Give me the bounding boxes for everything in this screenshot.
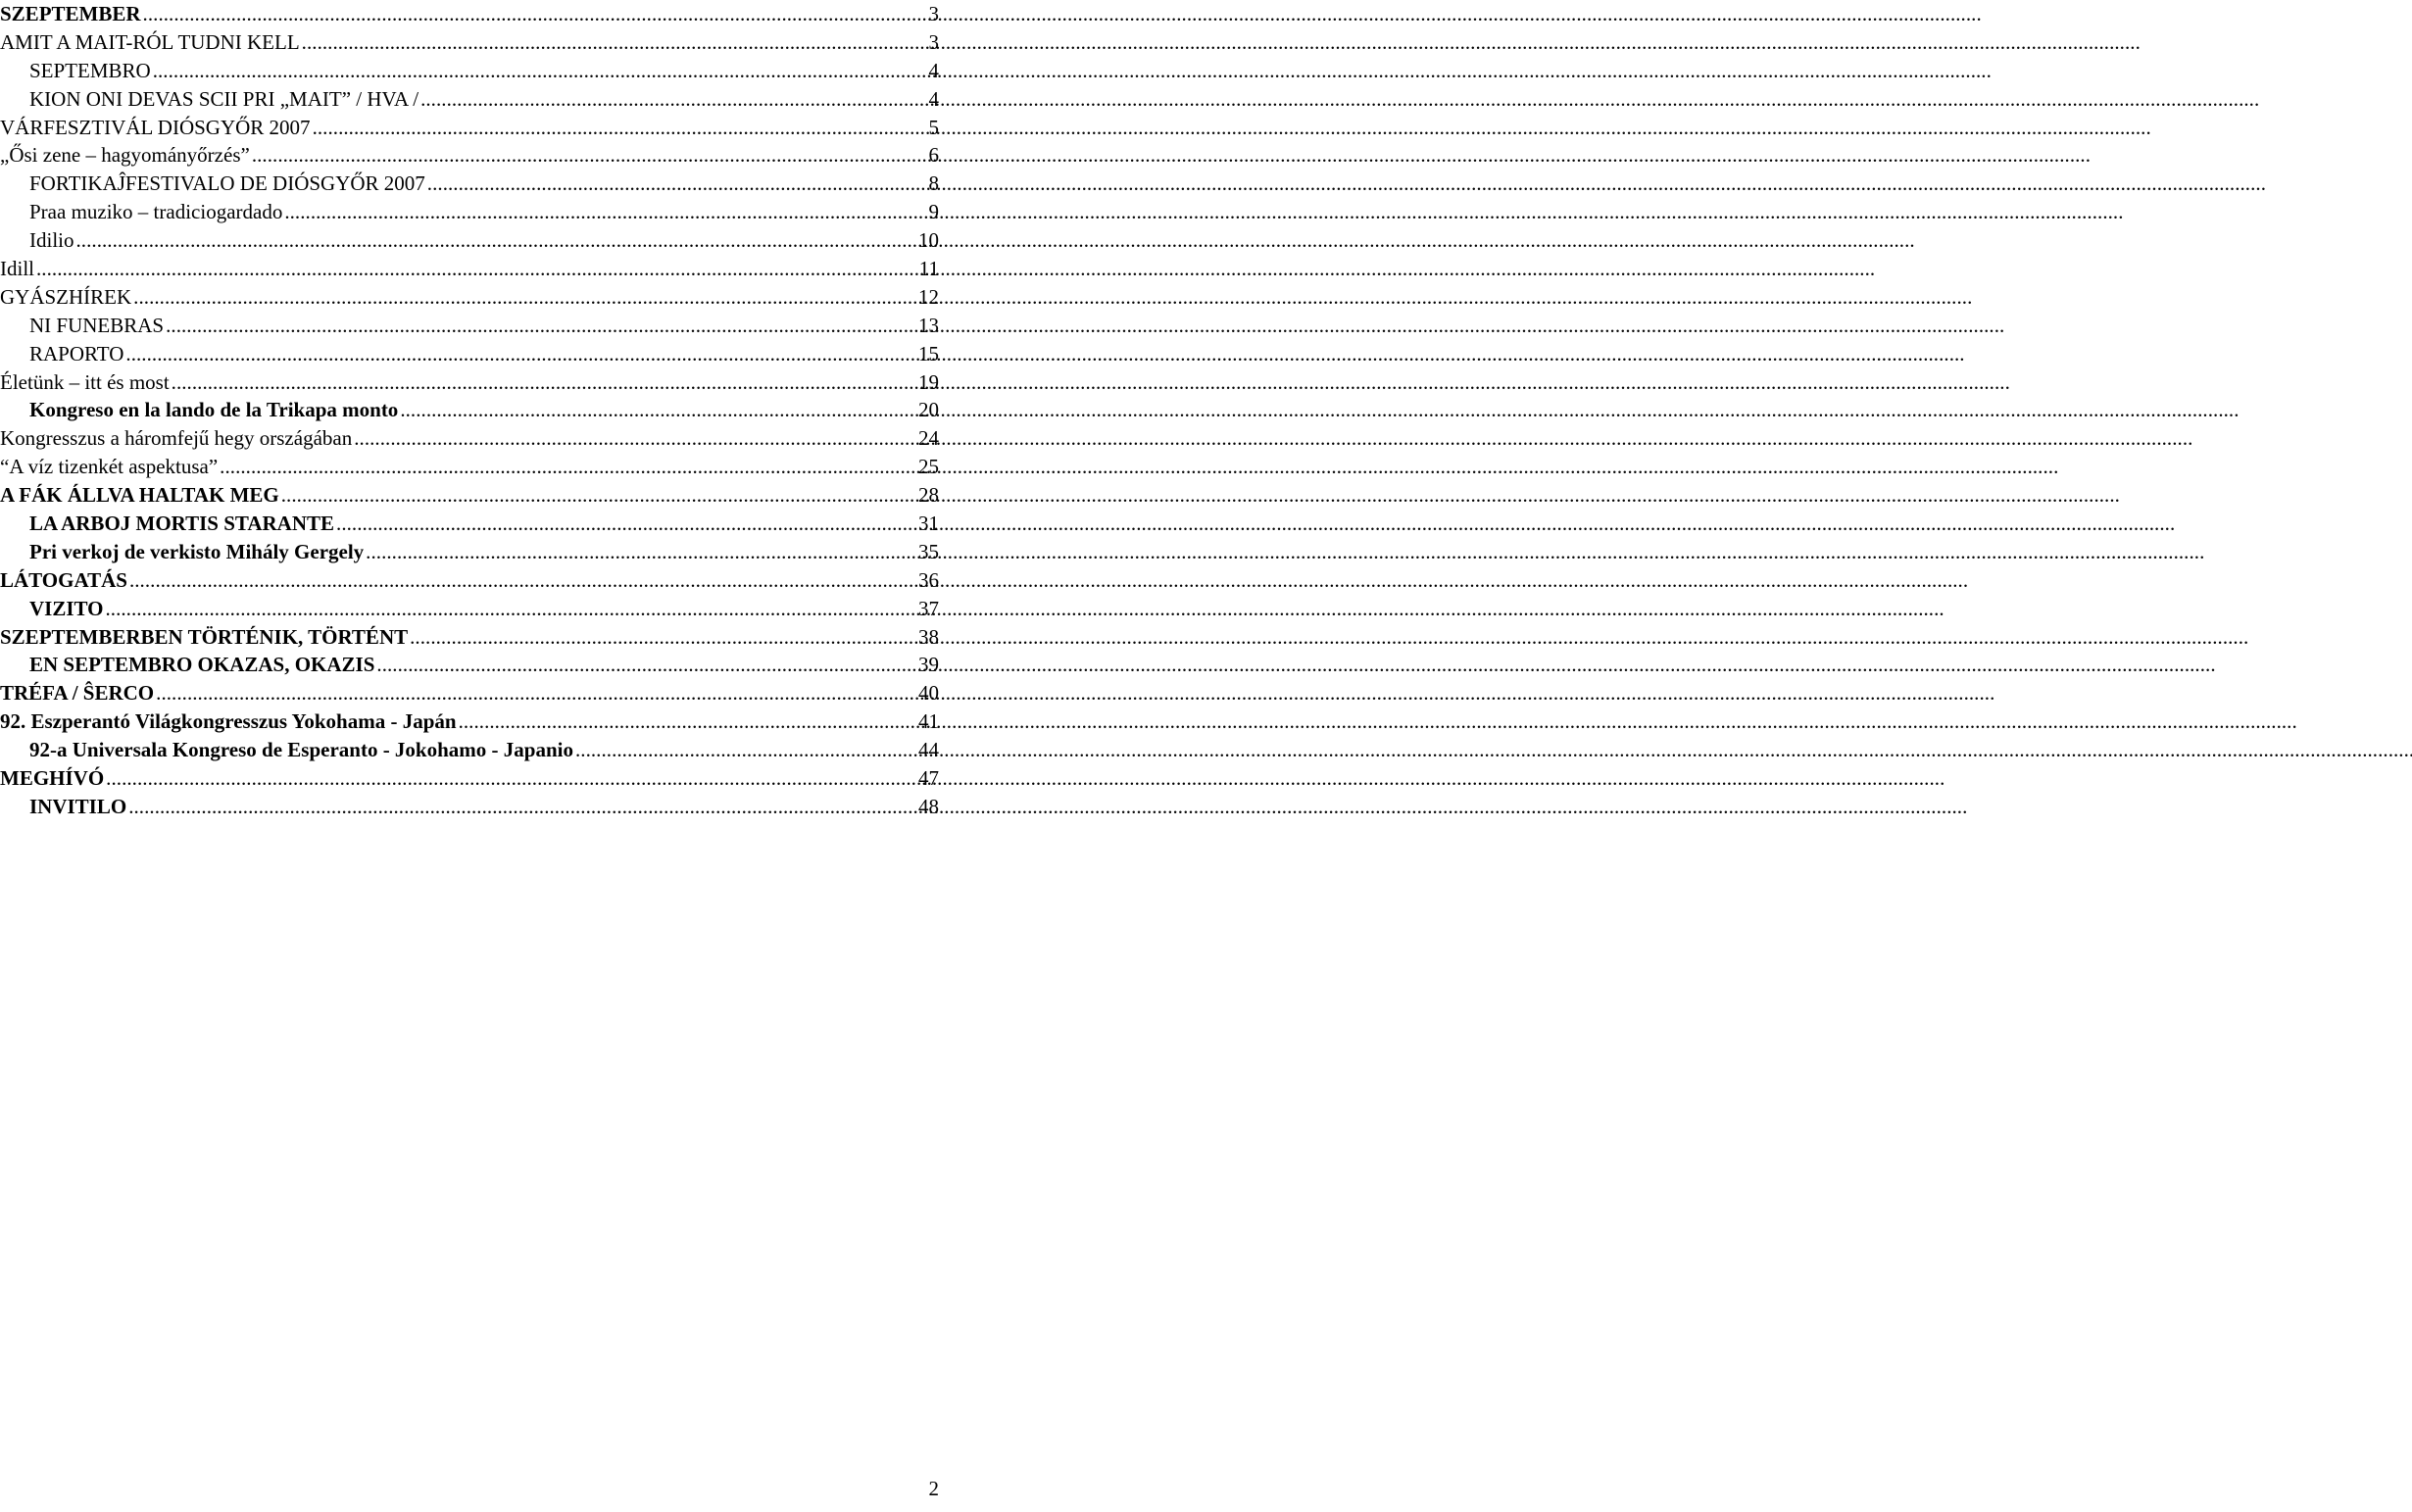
- toc-entry-title: LA ARBOJ MORTIS STARANTE: [29, 512, 335, 536]
- toc-entry-title: NI FUNEBRAS: [29, 313, 165, 337]
- dot-leader: [252, 141, 927, 170]
- page-number: 2: [928, 1477, 939, 1500]
- toc-entry-page-number: 44: [918, 738, 939, 762]
- dot-leader: [459, 707, 916, 736]
- toc-entry-title: “A víz tizenkét aspektusa”: [0, 455, 219, 479]
- toc-entry-title: A FÁK ÁLLVA HALTAK MEG: [0, 483, 279, 508]
- toc-entry-page-number: 12: [918, 284, 939, 309]
- toc-entry-page-number: 35: [918, 539, 939, 563]
- toc-entry[interactable]: [0, 283, 941, 312]
- dot-leader: [420, 85, 926, 114]
- toc-entry-page-number: 3: [928, 2, 939, 25]
- toc-entry-title: SZEPTEMBER: [0, 2, 141, 25]
- toc-entry-page-number: 37: [918, 596, 939, 620]
- toc-entry[interactable]: [0, 424, 941, 453]
- dot-leader: [106, 764, 916, 793]
- dot-leader: [128, 793, 916, 821]
- dot-leader: [76, 226, 917, 255]
- dot-leader: [427, 170, 927, 198]
- toc-entry-page-number: 48: [918, 794, 939, 818]
- toc-entry[interactable]: [0, 764, 941, 793]
- toc-entry-page-number: 25: [918, 455, 939, 479]
- toc-entry[interactable]: [0, 566, 941, 595]
- toc-entry[interactable]: [0, 396, 941, 424]
- toc-entry-title: AMIT A MAIT-RÓL TUDNI KELL: [0, 29, 300, 54]
- toc-entry[interactable]: [0, 57, 941, 85]
- toc-entry[interactable]: [0, 28, 941, 57]
- toc-entry-title: RAPORTO: [29, 341, 124, 366]
- toc-entry[interactable]: [0, 651, 941, 679]
- toc-entry[interactable]: [0, 312, 941, 340]
- toc-entry[interactable]: [0, 793, 941, 821]
- toc-entry-title: „Ősi zene – hagyományőrzés”: [0, 143, 250, 168]
- toc-entry-page-number: 15: [918, 341, 939, 366]
- toc-entry-title: Kongreso en la lando de la Trikapa monto: [29, 398, 399, 422]
- toc-entry-page-number: 41: [918, 709, 939, 734]
- table-of-contents: [0, 0, 941, 821]
- toc-entry-title: Életünk – itt és most: [0, 369, 170, 394]
- toc-entry-page-number: 47: [918, 766, 939, 791]
- toc-entry-title: MEGHÍVÓ: [0, 766, 105, 791]
- dot-leader: [575, 736, 916, 764]
- dot-leader: [105, 595, 916, 623]
- toc-entry[interactable]: [0, 736, 941, 764]
- toc-entry[interactable]: [0, 255, 941, 283]
- toc-entry-title: Kongresszus a háromfejű hegy országában: [0, 426, 353, 451]
- toc-entry-title: Idill: [0, 257, 34, 281]
- toc-entry-page-number: 36: [918, 567, 939, 592]
- dot-leader: [125, 340, 916, 368]
- toc-entry-title: Idilio: [29, 228, 74, 253]
- toc-entry-page-number: 6: [928, 143, 939, 168]
- toc-entry[interactable]: [0, 707, 941, 736]
- dot-leader: [143, 0, 927, 28]
- dot-leader: [410, 623, 916, 652]
- toc-entry-page-number: 10: [918, 228, 939, 253]
- toc-entry-title: EN SEPTEMBRO OKAZAS, OKAZIS: [29, 653, 375, 677]
- dot-leader: [336, 510, 916, 538]
- toc-entry-title: GYÁSZHÍREK: [0, 284, 132, 309]
- toc-entry[interactable]: [0, 368, 941, 397]
- toc-entry-title: VIZITO: [29, 596, 104, 620]
- toc-entry-page-number: 24: [918, 426, 939, 451]
- toc-entry[interactable]: [0, 481, 941, 510]
- toc-entry[interactable]: [0, 170, 941, 198]
- toc-entry[interactable]: [0, 538, 941, 566]
- toc-entry[interactable]: [0, 595, 941, 623]
- dot-leader: [376, 651, 916, 679]
- toc-entry-page-number: 11: [918, 257, 939, 281]
- toc-entry-title: TRÉFA / ŜERCO: [0, 681, 155, 706]
- dot-leader: [220, 453, 916, 481]
- toc-entry[interactable]: [0, 0, 941, 28]
- toc-entry-page-number: 8: [928, 171, 939, 196]
- toc-entry[interactable]: [0, 141, 941, 170]
- toc-entry-page-number: 13: [918, 313, 939, 337]
- toc-entry-page-number: 39: [918, 653, 939, 677]
- toc-entry-title: Pri verkoj de verkisto Mihály Gergely: [29, 539, 365, 563]
- toc-entry[interactable]: [0, 340, 941, 368]
- toc-entry[interactable]: [0, 510, 941, 538]
- toc-entry-title: 92-a Universala Kongreso de Esperanto - Jokohamo - Japanio: [29, 738, 573, 762]
- toc-entry-title: Praa muziko – tradiciogardado: [29, 200, 283, 224]
- toc-entry[interactable]: [0, 114, 941, 142]
- dot-leader: [133, 283, 916, 312]
- toc-entry-title: KION ONI DEVAS SCII PRI „MAIT” / HVA /: [29, 86, 419, 111]
- dot-leader: [156, 679, 916, 707]
- toc-entry[interactable]: [0, 85, 941, 114]
- toc-entry-page-number: 40: [918, 681, 939, 706]
- toc-entry[interactable]: [0, 226, 941, 255]
- toc-entry[interactable]: [0, 679, 941, 707]
- toc-entry-title: 92. Eszperantó Világkongresszus Yokohama - Japán: [0, 709, 457, 734]
- toc-entry-title: VÁRFESZTIVÁL DIÓSGYŐR 2007: [0, 115, 311, 139]
- dot-leader: [400, 396, 916, 424]
- toc-entry-page-number: 5: [928, 115, 939, 139]
- toc-entry-page-number: 3: [928, 29, 939, 54]
- toc-entry-title: SZEPTEMBERBEN TÖRTÉNIK, TÖRTÉNT: [0, 624, 409, 649]
- toc-entry-page-number: 31: [918, 512, 939, 536]
- toc-entry-title: SEPTEMBRO: [29, 58, 151, 82]
- toc-entry-title: FORTIKAĴFESTIVALO DE DIÓSGYŐR 2007: [29, 171, 425, 196]
- toc-entry-page-number: 38: [918, 624, 939, 649]
- dot-leader: [166, 312, 916, 340]
- dot-leader: [36, 255, 917, 283]
- dot-leader: [129, 566, 916, 595]
- toc-entry-page-number: 9: [928, 200, 939, 224]
- toc-entry-page-number: 4: [928, 58, 939, 82]
- dot-leader: [284, 198, 926, 226]
- dot-leader: [281, 481, 916, 510]
- dot-leader: [313, 114, 927, 142]
- toc-entry[interactable]: [0, 623, 941, 652]
- toc-entry-page-number: 4: [928, 86, 939, 111]
- toc-entry-title: INVITILO: [29, 794, 127, 818]
- toc-entry-page-number: 20: [918, 398, 939, 422]
- toc-entry-title: LÁTOGATÁS: [0, 567, 127, 592]
- dot-leader: [354, 424, 916, 453]
- toc-entry[interactable]: [0, 453, 941, 481]
- dot-leader: [366, 538, 916, 566]
- dot-leader: [302, 28, 927, 57]
- toc-entry-page-number: 28: [918, 483, 939, 508]
- dot-leader: [172, 368, 916, 397]
- dot-leader: [153, 57, 927, 85]
- toc-entry[interactable]: [0, 198, 941, 226]
- toc-entry-page-number: 19: [918, 369, 939, 394]
